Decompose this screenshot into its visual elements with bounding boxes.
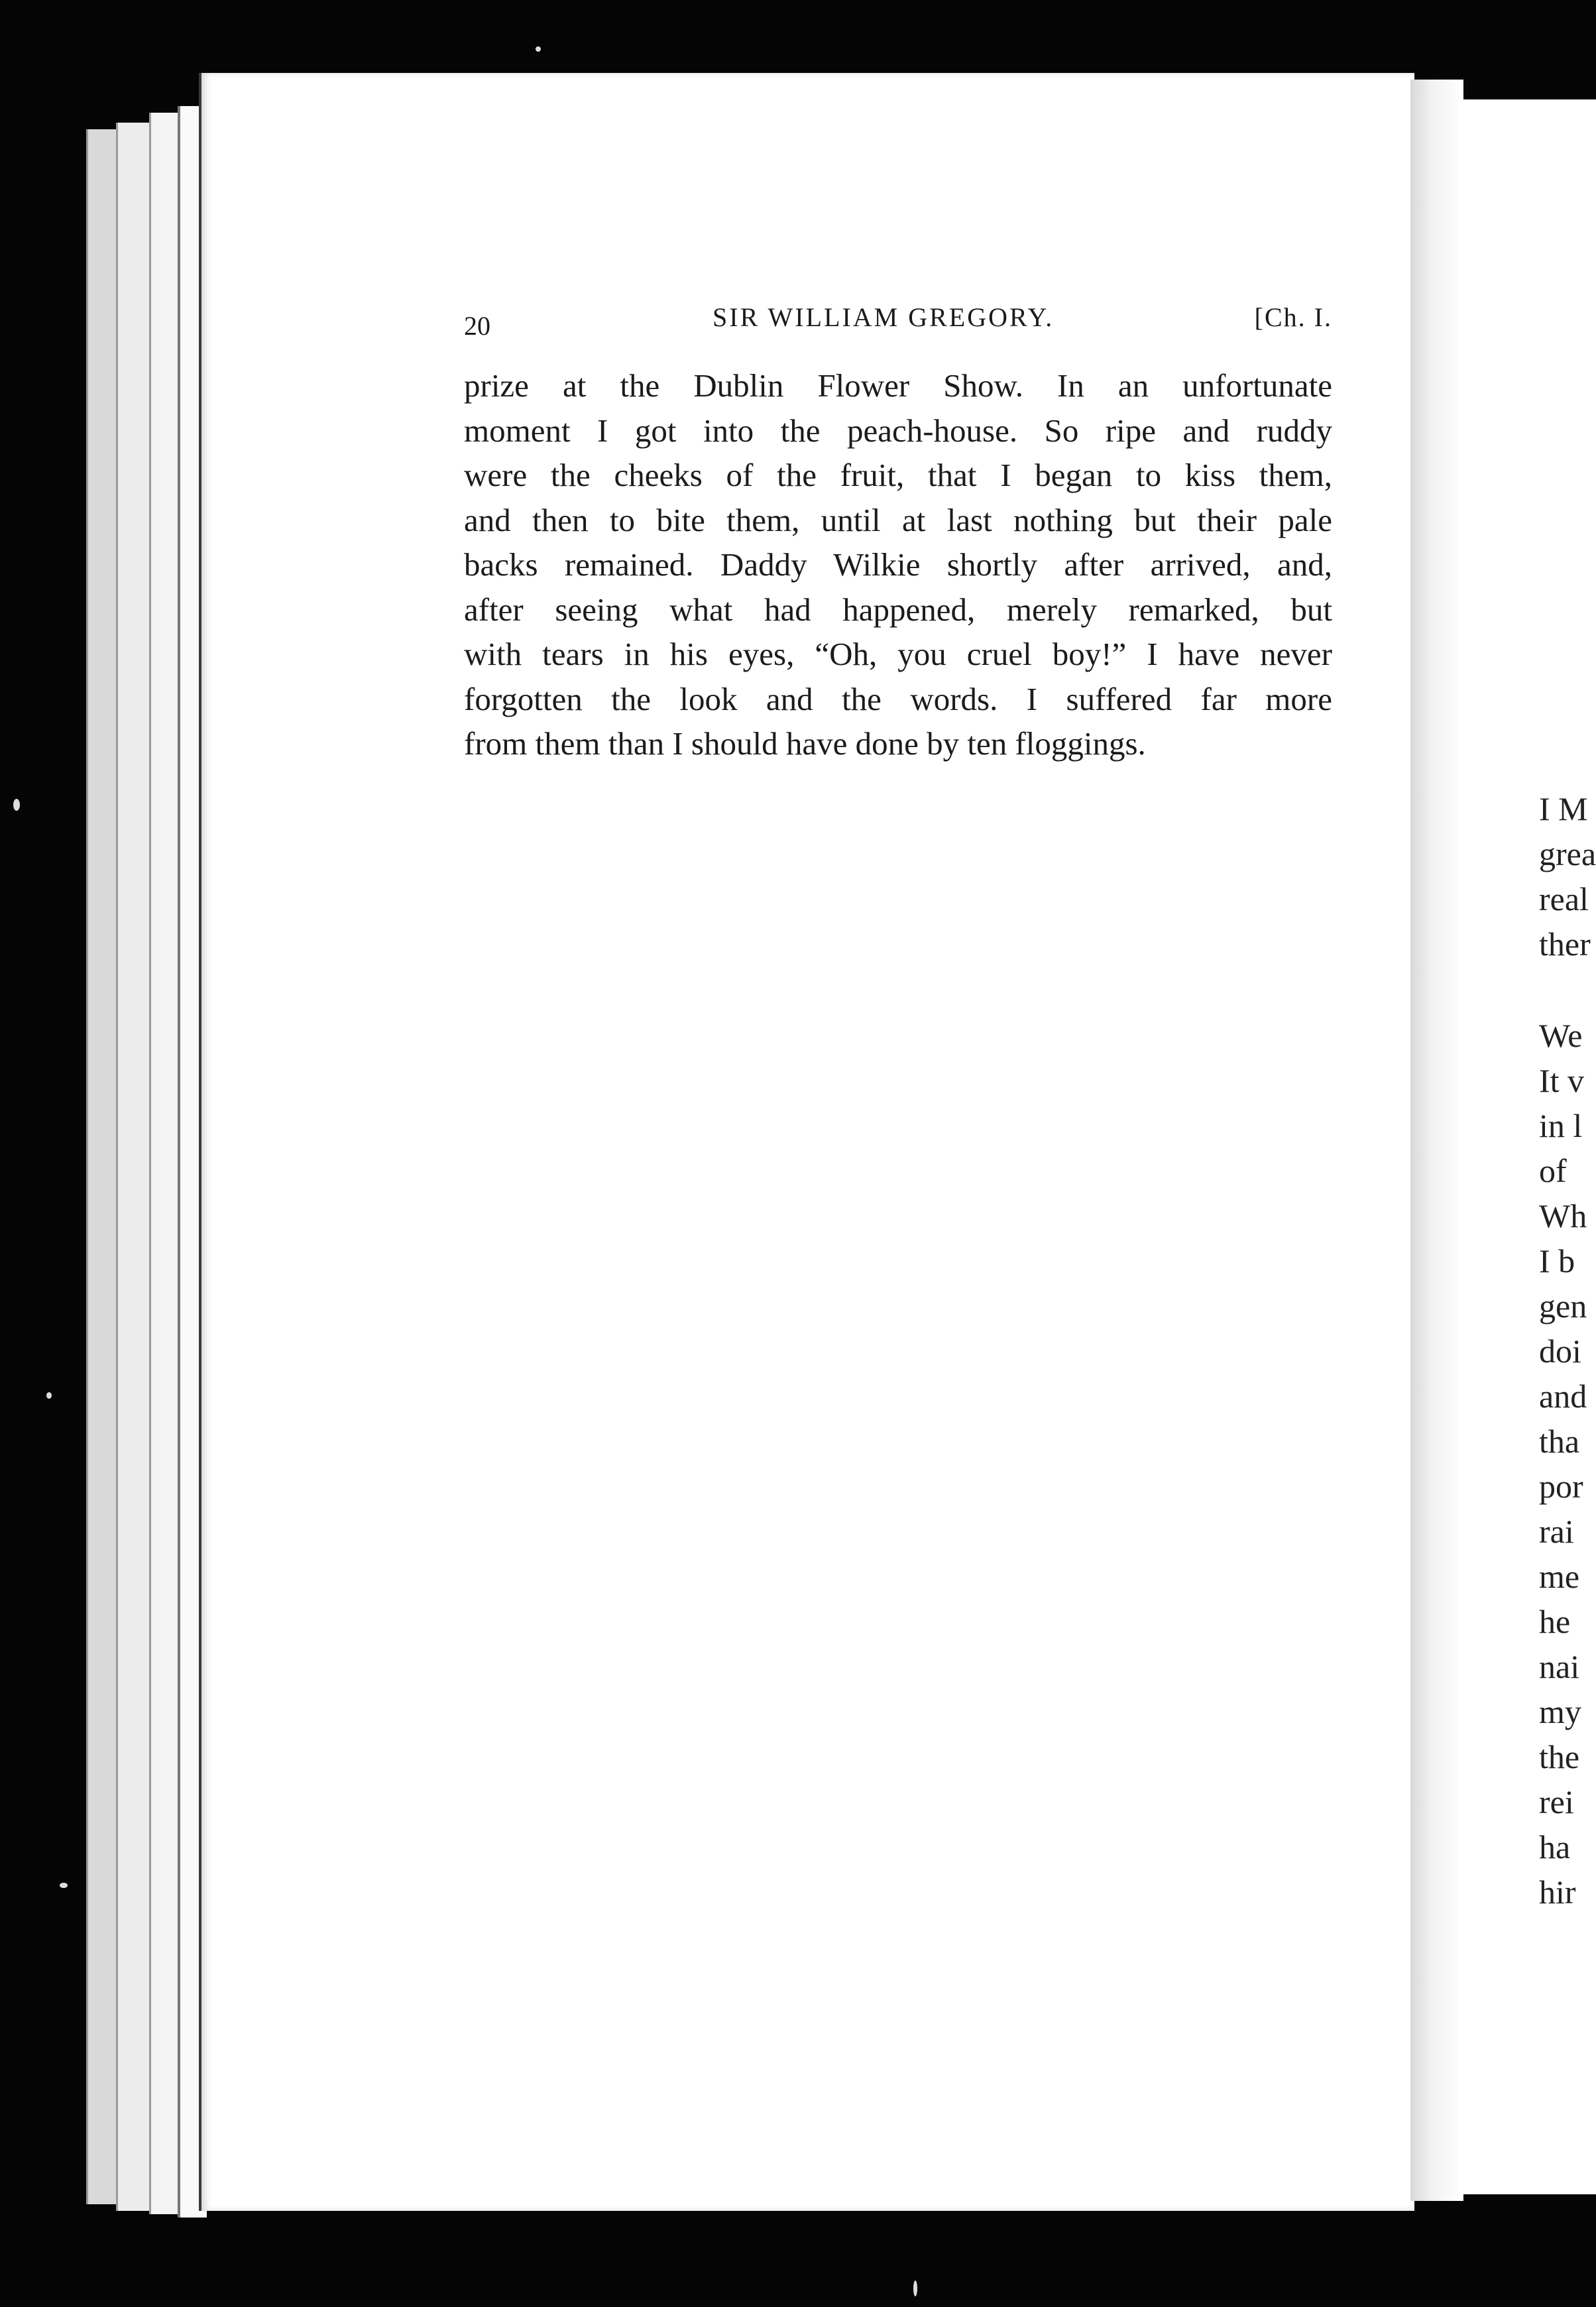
facing-line: real: [1539, 880, 1589, 917]
running-title: SIR WILLIAM GREGORY.: [712, 302, 1054, 332]
facing-line: por: [1539, 1468, 1583, 1505]
facing-line: ha: [1539, 1828, 1571, 1865]
scan-speck: [60, 1883, 68, 1888]
facing-line: tha: [1539, 1423, 1580, 1460]
scan-speck: [13, 799, 20, 811]
text-line: backs remained. Daddy Wilkie shortly after arrived, and,: [464, 546, 1332, 583]
facing-line: the: [1539, 1738, 1580, 1775]
facing-line: We: [1539, 1017, 1583, 1054]
facing-line: ther: [1539, 925, 1591, 963]
scan-speck: [536, 46, 541, 52]
body-paragraph: [464, 363, 1332, 766]
text-line: were the cheeks of the fruit, that I began to kiss them,: [464, 457, 1332, 493]
facing-line: rei: [1539, 1783, 1574, 1820]
facing-line: hir: [1539, 1873, 1576, 1911]
facing-line: gen: [1539, 1287, 1587, 1325]
facing-line: he: [1539, 1603, 1571, 1640]
running-chapter: [Ch. I.: [1254, 302, 1332, 332]
facing-line: and: [1539, 1378, 1587, 1415]
facing-line: It v: [1539, 1062, 1585, 1099]
facing-line: I b: [1539, 1242, 1575, 1279]
facing-line: my: [1539, 1693, 1581, 1730]
scan-speck: [913, 2280, 917, 2296]
text-line: forgotten the look and the words. I suffered far more: [464, 680, 1332, 717]
facing-page-text: [1539, 786, 1596, 1915]
facing-line: nai: [1539, 1648, 1580, 1685]
text-line: prize at the Dublin Flower Show. In an unfortunate: [464, 367, 1332, 404]
text-line: with tears in his eyes, “Oh, you cruel boy!” I have never: [464, 636, 1332, 672]
facing-line: me: [1539, 1558, 1580, 1595]
facing-line: in l: [1539, 1107, 1583, 1144]
scan-speck: [46, 1392, 52, 1399]
text-line: from them than I should have done by ten floggings.: [464, 725, 1146, 762]
page-number: 20: [464, 311, 490, 341]
facing-line: of: [1539, 1152, 1567, 1189]
facing-line: rai: [1539, 1513, 1574, 1550]
facing-line: Wh: [1539, 1197, 1587, 1234]
book-gutter: [1410, 80, 1463, 2201]
text-line: and then to bite them, until at last nothing but their pale: [464, 501, 1332, 538]
facing-line: grea: [1539, 835, 1596, 872]
text-line: moment I got into the peach-house. So ripe and ruddy: [464, 412, 1332, 449]
running-head: [464, 298, 1332, 341]
facing-line: doi: [1539, 1332, 1581, 1370]
facing-line: I M: [1539, 790, 1588, 827]
text-line: after seeing what had happened, merely remarked, but: [464, 591, 1332, 628]
